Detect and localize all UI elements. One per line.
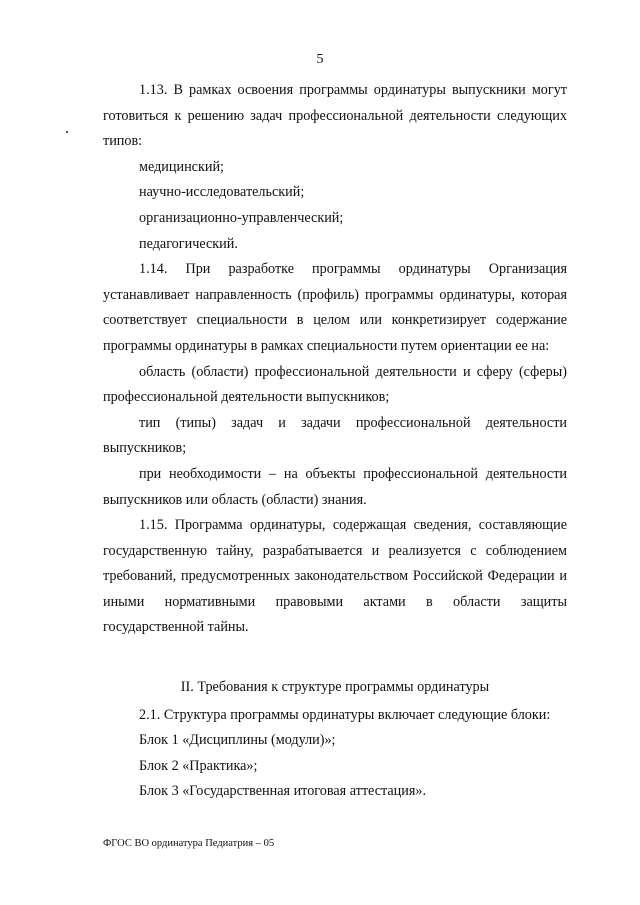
margin-mark	[66, 131, 68, 133]
type-item-research: научно-исследовательский;	[139, 184, 305, 201]
type-item-pedagogical: педагогический.	[139, 235, 238, 252]
paragraph-1-14: 1.14. При разработке программы ординатуры Организация устанавливает направленность (профиль) программы ординатуры, которая соответствует специальности в целом или конкретизирует содержание программы ординатуры в рамках специальности путем ориентации ее на:	[103, 261, 567, 354]
document-body	[103, 78, 567, 805]
document-footer: ФГОС ВО ординатура Педиатрия – 05	[103, 838, 275, 849]
paragraph-1-15: 1.15. Программа ординатуры, содержащая сведения, составляющие государственную тайну, разрабатывается и реализуется с соблюдением требований, предусмотренных законодательством Российской Федерации и иными нормативными правовыми актами в области защиты государственной тайны.	[103, 517, 567, 636]
paragraph-2-1: 2.1. Структура программы ординатуры включает следующие блоки:	[139, 706, 551, 723]
paragraph-1-13: 1.13. В рамках освоения программы ординатуры выпускники могут готовиться к решению задач профессиональной деятельности следующих типов:	[103, 82, 567, 150]
orientation-item-area: область (области) профессиональной деятельности и сферу (сферы) профессиональной деятельности выпускников;	[103, 363, 567, 406]
block-item-3: Блок 3 «Государственная итоговая аттестация».	[139, 783, 427, 800]
page-number: 5	[316, 52, 324, 67]
orientation-item-objects: при необходимости – на объекты профессиональной деятельности выпускников или область (области) знания.	[103, 465, 567, 508]
block-item-1: Блок 1 «Дисциплины (модули)»;	[139, 732, 336, 749]
block-item-2: Блок 2 «Практика»;	[139, 757, 258, 774]
section-heading: II. Требования к структуре программы ординатуры	[180, 679, 490, 696]
orientation-item-task-types: тип (типы) задач и задачи профессиональной деятельности выпускников;	[103, 414, 567, 457]
type-item-management: организационно-управленческий;	[139, 209, 344, 226]
type-item-medical: медицинский;	[139, 158, 224, 175]
